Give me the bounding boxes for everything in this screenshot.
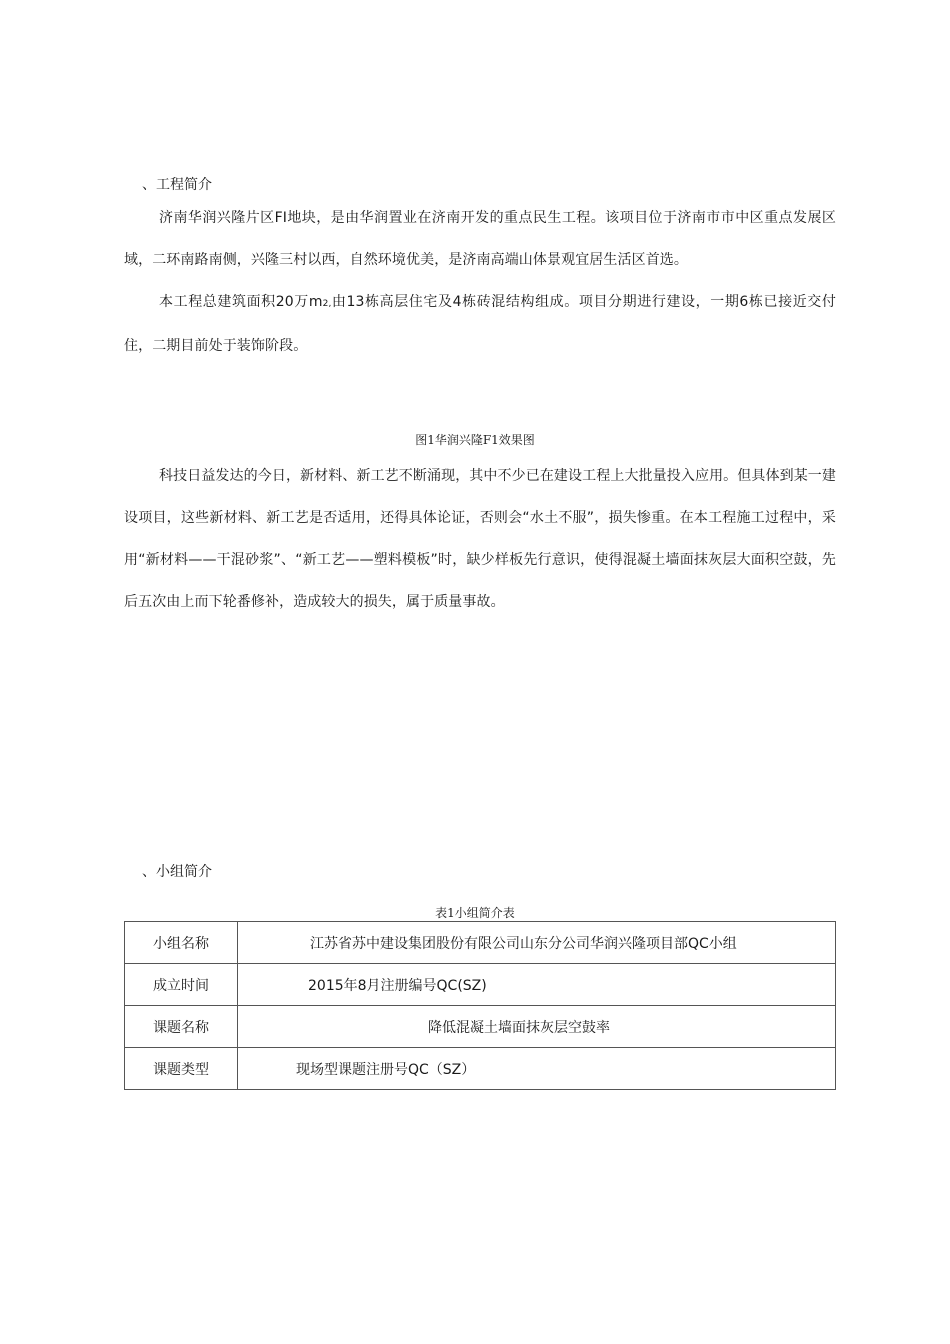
- table-row: [125, 1048, 836, 1090]
- section-heading-project-overview: 、工程简介: [142, 177, 212, 193]
- area-unit-subscript: 2,: [322, 299, 332, 309]
- paragraph-quality-issue: 科技日益发达的今日，新材料、新工艺不断涌现，其中不少已在建设工程上大批量投入应用。但具体到某一建设项目，这些新材料、新工艺是否适用，还得具体论证，否则会“水土不服”，损失惨重。在本工程施工过程中，采用“新材料——干混砂浆”、“新工艺——塑料模板”时，缺少样板先行意识，使得混凝土墙面抹灰层大面积空鼓，先后五次由上而下轮番修补，造成较大的损失，属于质量事故。: [124, 468, 836, 610]
- section-heading-team-overview: 、小组简介: [142, 864, 212, 880]
- table-value-cell: 现场型课题注册号QC（SZ）: [238, 1048, 836, 1090]
- table-value-cell: 2015年8月注册编号QC(SZ): [238, 964, 836, 1006]
- table-caption: 表1小组简介表: [435, 906, 515, 920]
- figure-caption: 图1华润兴隆F1效果图: [415, 433, 535, 447]
- table-value-cell: 降低混凝土墙面抹灰层空鼓率: [238, 1006, 836, 1048]
- paragraph-scale-text-start: 本工程总建筑面积20万m: [159, 294, 323, 310]
- paragraph-scale-text-end: 由13栋高层住宅及4栋砖混结构组成。项目分期进行建设，一期6栋已接近交付住，二期目前处于装饰阶段。: [124, 294, 837, 354]
- table-row: [125, 964, 836, 1006]
- paragraph-project-location: 济南华润兴隆片区FI地块，是由华润置业在济南开发的重点民生工程。该项目位于济南市市中区重点发展区域，二环南路南侧，兴隆三村以西，自然环境优美，是济南高端山体景观宜居生活区首选。: [124, 210, 836, 268]
- team-info-table: [124, 921, 836, 1090]
- table-label-cell: 课题类型: [125, 1048, 238, 1090]
- paragraph-project-scale: [124, 281, 836, 367]
- table-label-cell: 小组名称: [125, 922, 238, 964]
- table-label-cell: 成立时间: [125, 964, 238, 1006]
- table-label-cell: 课题名称: [125, 1006, 238, 1048]
- table-row: [125, 922, 836, 964]
- table-row: [125, 1006, 836, 1048]
- table-value-cell: 江苏省苏中建设集团股份有限公司山东分公司华润兴隆项目部QC小组: [238, 922, 836, 964]
